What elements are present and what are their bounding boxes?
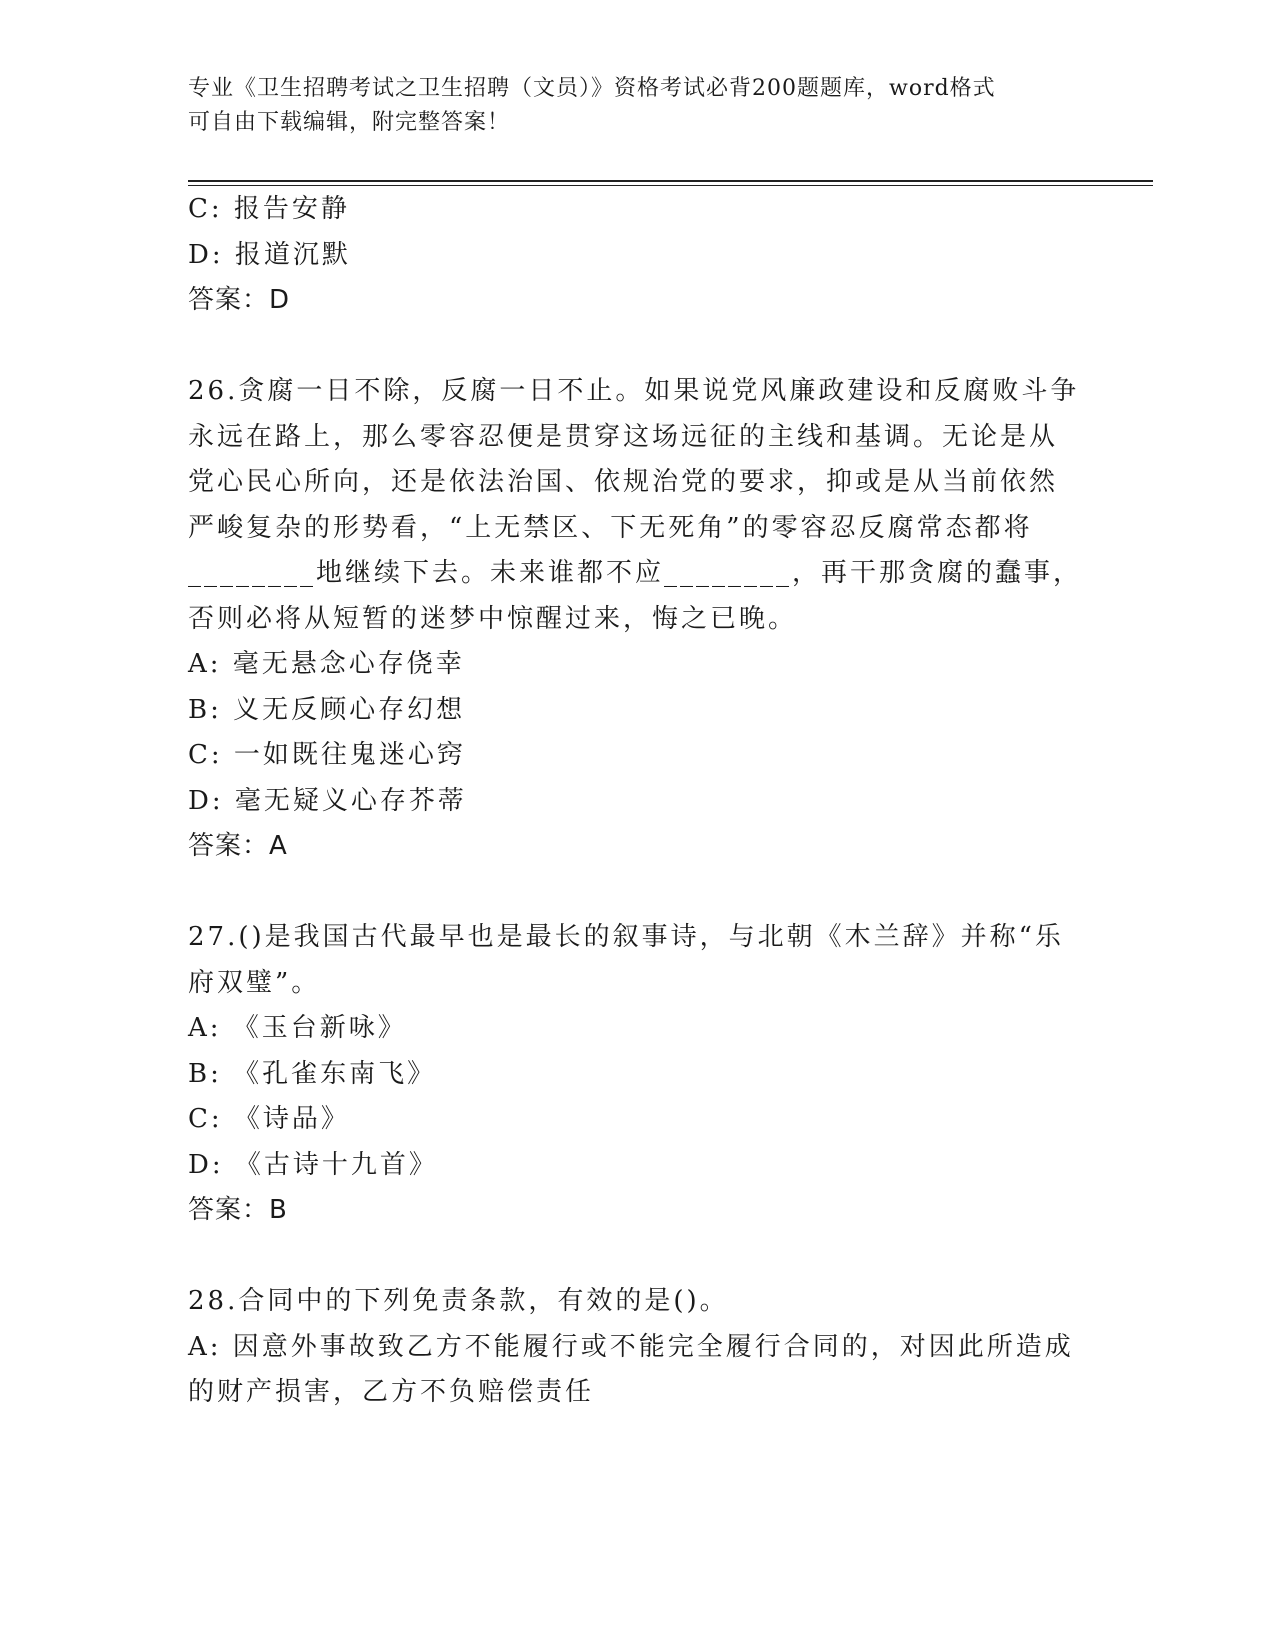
header-line-2: 可自由下载编辑，附完整答案！ xyxy=(188,110,511,135)
question-text-line: 府双璧”。 xyxy=(188,967,321,998)
question-text-line: 28.合同中的下列免责条款，有效的是()。 xyxy=(188,1286,729,1316)
question-list xyxy=(188,187,1088,1416)
header-divider-thin xyxy=(188,185,1153,186)
answer-label: 答案：A xyxy=(188,831,288,861)
spacer xyxy=(188,1234,1088,1280)
option-a: A: 因意外事故致乙方不能履行或不能完全履行合同的，对因此所造成 xyxy=(188,1331,1074,1362)
option-c: C: 报告安静 xyxy=(188,194,350,224)
option-a: A: 毫无悬念心存侥幸 xyxy=(188,649,465,679)
question-28 xyxy=(188,1279,1088,1416)
spacer xyxy=(188,870,1088,916)
answer-label: 答案：B xyxy=(188,1195,288,1225)
question-26 xyxy=(188,369,1088,870)
header-divider-thick xyxy=(188,180,1153,182)
option-c: C: 《诗品》 xyxy=(188,1104,350,1134)
spacer xyxy=(188,324,1088,370)
question-27 xyxy=(188,915,1088,1234)
option-d: D: 报道沉默 xyxy=(188,239,351,270)
question-text-line: 党心民心所向，还是依法治国、依规治党的要求，抑或是从当前依然 xyxy=(188,467,1059,497)
answer-label: 答案：D xyxy=(188,285,291,315)
question-text-line: ________地继续下去。未来谁都不应________，再干那贪腐的蠢事， xyxy=(188,558,1083,588)
option-a: A: 《玉台新咏》 xyxy=(188,1013,407,1043)
option-c: C: 一如既往鬼迷心窍 xyxy=(188,740,466,770)
question-text-line: 否则必将从短暂的迷梦中惊醒过来，悔之已晚。 xyxy=(188,603,798,634)
question-text-line: 26.贪腐一日不除，反腐一日不止。如果说党风廉政建设和反腐败斗争 xyxy=(188,376,1080,406)
header-line-1: 专业《卫生招聘考试之卫生招聘（文员）》资格考试必背200题题库，word格式 xyxy=(188,76,996,101)
option-d: D: 《古诗十九首》 xyxy=(188,1149,438,1180)
option-b: B: 义无反顾心存幻想 xyxy=(188,694,466,725)
option-b: B: 《孔雀东南飞》 xyxy=(188,1058,437,1089)
question-text-line: 27.()是我国古代最早也是最长的叙事诗，与北朝《木兰辞》并称“乐 xyxy=(188,922,1064,952)
option-a-continued: 的财产损害，乙方不负赔偿责任 xyxy=(188,1377,595,1407)
document-header xyxy=(188,72,1088,140)
question-text-line: 严峻复杂的形势看，“上无禁区、下无死角”的零容忍反腐常态都将 xyxy=(188,512,1033,543)
option-d: D: 毫无疑义心存芥蒂 xyxy=(188,785,467,816)
question-text-line: 永远在路上，那么零容忍便是贯穿这场远征的主线和基调。无论是从 xyxy=(188,421,1059,452)
